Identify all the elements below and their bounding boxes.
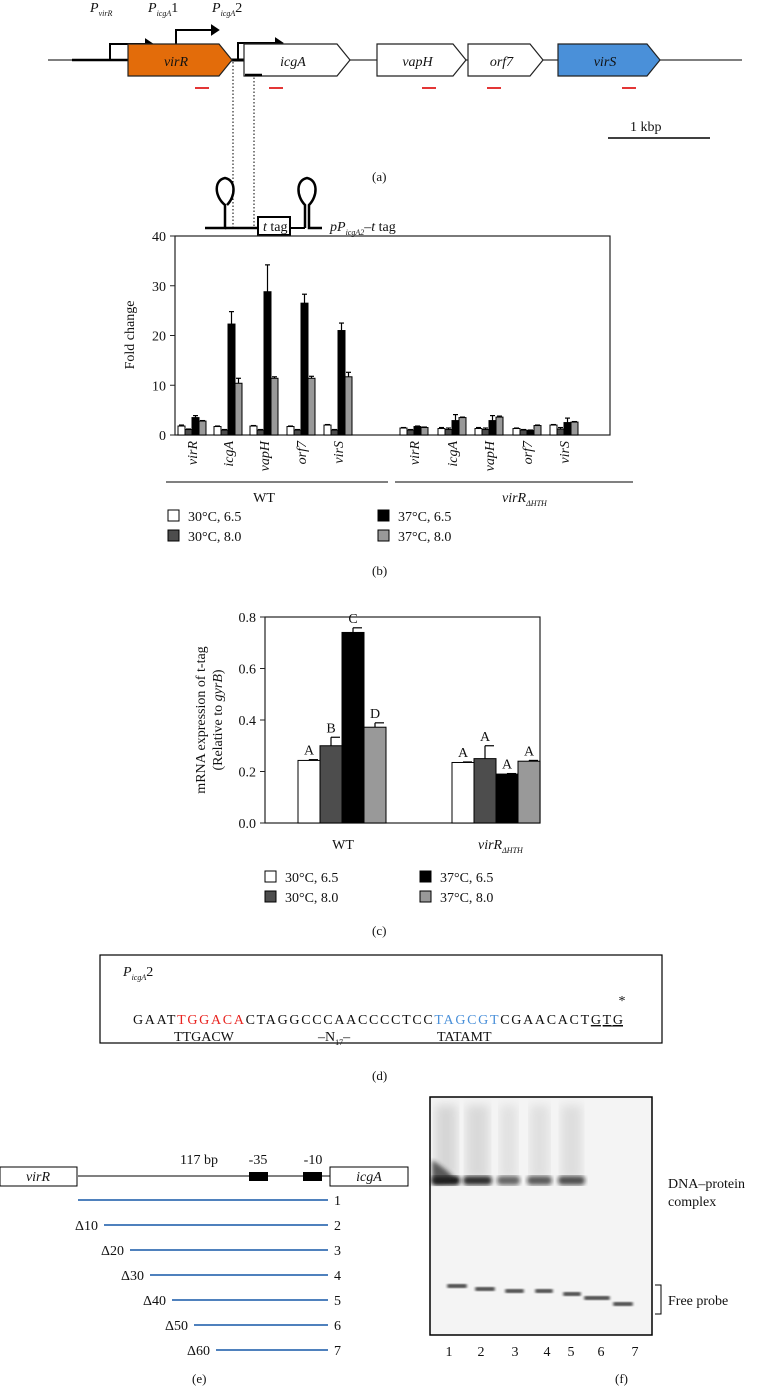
sequence-segment: TAGCGT: [434, 1013, 499, 1028]
category-label: icgA: [446, 441, 461, 467]
panel-label-e: (e): [192, 1371, 207, 1386]
bar: [564, 423, 571, 435]
category-label: vapH: [483, 441, 498, 472]
bar: [527, 431, 534, 435]
bar: [228, 324, 235, 435]
bar: [445, 430, 452, 435]
lane-number: 2: [477, 1345, 485, 1360]
start-codon-asterisk: *: [618, 994, 626, 1009]
significance-letter: A: [479, 729, 491, 745]
complex-band: [558, 1176, 585, 1185]
lane-number: 4: [543, 1345, 551, 1360]
y-tick-label: 40: [152, 230, 166, 245]
consensus-35: TTGACW: [174, 1030, 234, 1045]
bar: [331, 430, 338, 435]
legend-swatch: [265, 891, 276, 902]
significance-letter: B: [326, 721, 336, 737]
bar: [301, 303, 308, 435]
box-35: [249, 1172, 268, 1181]
deletion-label: Δ20: [100, 1244, 124, 1259]
legend-swatch: [420, 871, 431, 882]
free-probe-band: [584, 1296, 610, 1300]
bar: [520, 430, 527, 435]
bar: [475, 429, 482, 435]
y-tick-label: 0: [159, 429, 166, 444]
significance-letter: D: [369, 706, 381, 722]
terminator-right-icon: [298, 178, 322, 228]
group-label-wt: WT: [253, 491, 275, 506]
bar: [452, 421, 459, 435]
bar: [271, 378, 278, 435]
y-tick-label: 0.6: [238, 662, 256, 678]
bar: [185, 430, 192, 435]
gene-label-vapH: vapH: [402, 55, 433, 70]
legend-swatch: [168, 510, 179, 521]
legend-label: 37°C, 8.0: [398, 530, 452, 545]
significance-letter: C: [348, 611, 358, 627]
y-tick-label: 0.0: [238, 817, 256, 832]
panel-label-b: (b): [372, 563, 388, 578]
y-tick-label: 10: [152, 379, 166, 395]
panel-label-d: (d): [372, 1068, 388, 1083]
legend-label: 30°C, 8.0: [285, 891, 339, 906]
complex-smear: [530, 1105, 549, 1180]
fragment-number: 1: [334, 1194, 341, 1209]
free-probe-band: [447, 1284, 467, 1288]
construct-label: $pP_{icgA2}-t$ tag: [330, 220, 396, 237]
bar: [214, 427, 221, 435]
complex-band: [497, 1176, 520, 1185]
deletion-label: Δ10: [74, 1219, 98, 1234]
complex-band: [463, 1176, 492, 1185]
bar: [474, 759, 496, 823]
bar: [178, 426, 185, 435]
category-label: virS: [332, 441, 347, 464]
promoter-label-virR: $P_{virR}$: [90, 1, 113, 18]
promoter-label-icgA2: $P_{icgA}2$: [212, 1, 243, 18]
length-label: 117 bp: [180, 1153, 218, 1168]
bar: [407, 430, 414, 435]
gene-label-virS: virS: [593, 55, 617, 70]
bar: [513, 429, 520, 435]
spacer-label: $-N_{17}-$: [318, 1030, 351, 1047]
bar: [235, 383, 242, 435]
fragment-number: 7: [334, 1344, 341, 1359]
category-label: icgA: [222, 441, 237, 467]
gene-label-virR: virR: [163, 55, 189, 70]
panel-label-a: (a): [372, 169, 387, 184]
free-probe-band: [613, 1302, 633, 1306]
lane-number: 6: [597, 1345, 605, 1360]
bar: [421, 428, 428, 435]
significance-letter: A: [457, 745, 469, 761]
bar: [489, 421, 496, 435]
category-label-wt: WT: [332, 838, 354, 853]
category-label: virR: [186, 441, 201, 466]
lane-number: 3: [511, 1345, 519, 1360]
significance-letter: A: [501, 757, 513, 773]
bar: [414, 427, 421, 435]
panel-e-deletion-map: [0, 1153, 408, 1386]
legend-label: 37°C, 6.5: [440, 871, 494, 886]
legend-label: 30°C, 6.5: [285, 871, 339, 886]
free-probe-bracket: [655, 1285, 661, 1314]
bar: [257, 430, 264, 435]
y-axis-label-b: Fold change: [123, 300, 138, 370]
y-axis-label-c-line2: (Relative to gyrB): [211, 669, 226, 771]
sequence-segment: TGGACA: [177, 1013, 244, 1028]
bar: [518, 761, 540, 823]
bar: [294, 430, 301, 435]
fragment-number: 2: [334, 1219, 341, 1234]
fragment-number: 3: [334, 1244, 341, 1259]
deletion-label: Δ40: [142, 1294, 166, 1309]
category-label: vapH: [258, 441, 273, 472]
free-probe-label: Free probe: [668, 1294, 729, 1309]
gene-label-icgA: icgA: [280, 55, 306, 70]
legend-label: 30°C, 8.0: [188, 530, 242, 545]
bar: [345, 377, 352, 435]
group-label-mutant: virR$_{\Delta HTH}$: [502, 491, 547, 508]
bar: [438, 429, 445, 435]
legend-swatch: [168, 530, 179, 541]
y-tick-label: 0.4: [238, 714, 256, 729]
label-10: -10: [303, 1153, 323, 1168]
lane-number: 7: [631, 1345, 639, 1360]
bar: [287, 427, 294, 435]
consensus-10: TATAMT: [437, 1030, 492, 1045]
legend-swatch: [378, 530, 389, 541]
bar: [459, 418, 466, 435]
legend-swatch: [378, 510, 389, 521]
bar: [496, 774, 518, 823]
significance-letter: A: [303, 743, 315, 759]
category-label: virR: [408, 441, 423, 466]
icgA-box-label: icgA: [356, 1170, 382, 1185]
bar: [324, 425, 331, 435]
deletion-label: Δ60: [186, 1344, 210, 1359]
bar: [534, 426, 541, 435]
panel-d-sequence: [100, 955, 662, 1083]
sequence-segment: GAAT: [133, 1013, 176, 1028]
significance-letter: A: [523, 744, 535, 760]
bar: [298, 760, 320, 823]
scale-bar-label: 1 kbp: [630, 120, 662, 135]
bar: [192, 418, 199, 435]
legend-swatch: [420, 891, 431, 902]
promoter-title: $P_{icgA}2$: [123, 965, 154, 982]
legend-label: 37°C, 8.0: [440, 891, 494, 906]
free-probe-band: [535, 1289, 553, 1293]
promoter-label-icgA1: $P_{icgA}1$: [148, 1, 179, 18]
complex-smear: [466, 1105, 489, 1180]
deletion-label: Δ50: [164, 1319, 188, 1334]
bar: [320, 746, 342, 823]
panel-label-c: (c): [372, 923, 387, 938]
free-probe-band: [505, 1289, 524, 1293]
fragment-number: 4: [334, 1269, 341, 1284]
fragment-number: 5: [334, 1294, 341, 1309]
free-probe-band: [475, 1287, 495, 1291]
bar: [308, 378, 315, 435]
t-tag-label: t tag: [263, 220, 288, 235]
panel-b-chart: [123, 230, 633, 578]
bar: [550, 425, 557, 435]
category-label: orf7: [521, 441, 536, 465]
panel-c-chart: [194, 611, 540, 938]
bar: [496, 417, 503, 435]
bar: [400, 428, 407, 435]
lane-number: 5: [567, 1345, 575, 1360]
bar: [571, 422, 578, 435]
y-tick-label: 20: [152, 329, 166, 345]
bar: [482, 430, 489, 435]
bar: [452, 762, 474, 823]
start-codon: GTG: [590, 1013, 624, 1028]
free-probe-band: [563, 1292, 581, 1296]
legend-label: 30°C, 6.5: [188, 510, 242, 525]
complex-band: [527, 1176, 552, 1185]
deletion-label: Δ30: [120, 1269, 144, 1284]
label-35: -35: [248, 1153, 268, 1168]
category-label: orf7: [295, 441, 310, 465]
category-label: virS: [558, 441, 573, 464]
legend-label: 37°C, 6.5: [398, 510, 452, 525]
virR-box-label: virR: [25, 1170, 51, 1185]
y-tick-label: 0.2: [238, 765, 256, 781]
bar: [250, 426, 257, 435]
bar: [221, 430, 228, 435]
sequence-segment: CTAGGCCCAACCCCTCC: [245, 1013, 433, 1028]
bar: [364, 727, 386, 823]
legend-swatch: [265, 871, 276, 882]
fragment-number: 6: [334, 1319, 341, 1334]
complex-smear: [500, 1105, 517, 1180]
complex-smear: [561, 1105, 582, 1180]
bar: [557, 429, 564, 435]
bar: [342, 632, 364, 823]
bar: [338, 331, 345, 435]
terminator-left-icon: [205, 178, 234, 228]
gene-label-orf7: orf7: [489, 55, 514, 70]
panel-f-gel: [430, 1097, 745, 1386]
lane-number: 1: [445, 1345, 453, 1360]
panel-a-gene-map: [48, 1, 742, 237]
complex-label-line1: DNA–protein: [668, 1177, 745, 1192]
panel-label-f: (f): [615, 1371, 628, 1386]
bar: [264, 292, 271, 435]
bar: [199, 421, 206, 435]
category-label-mutant: virR$_{\Delta HTH}$: [478, 838, 523, 855]
y-tick-label: 0.8: [238, 611, 256, 626]
complex-label-line2: complex: [668, 1195, 717, 1210]
y-tick-label: 30: [152, 279, 166, 295]
y-axis-label-c-line1: mRNA expression of t-tag: [194, 646, 209, 794]
sequence-segment: CGAACACT: [500, 1013, 590, 1028]
box-10: [303, 1172, 322, 1181]
promoter-sequence: [133, 1013, 623, 1028]
promoter-arrow-icgA1: [176, 26, 218, 44]
